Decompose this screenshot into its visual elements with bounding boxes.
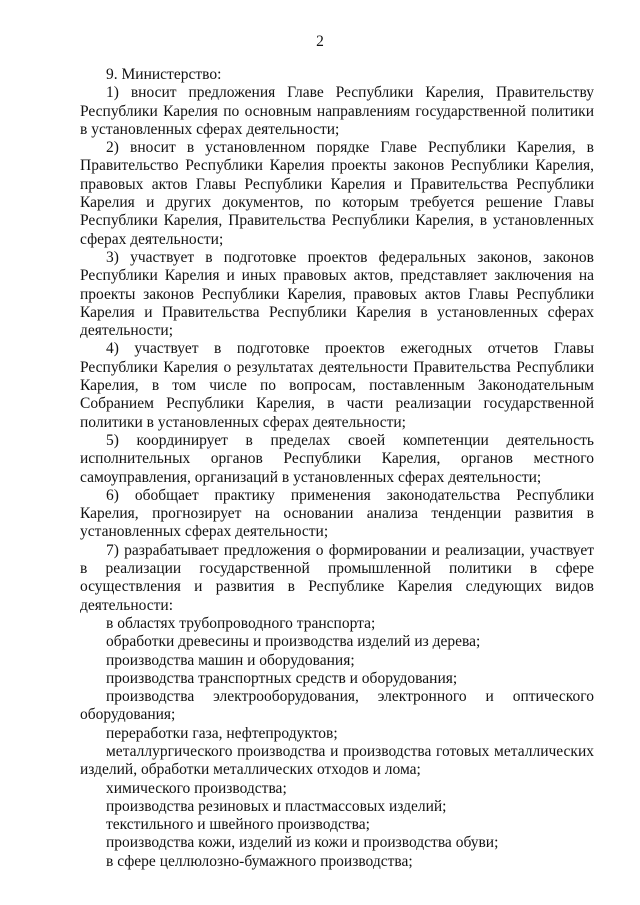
activity-item: обработки древесины и производства изделий из дерева; [106,633,481,651]
page-number: 2 [316,33,324,50]
paragraph-5: 5) координирует в пределах своей компетенции деятельность исполнительных органов Республики Карелия, органов местного самоуправления, организаций в установленных сферах деятельности; [80,431,594,486]
activity-item: производства машин и оборудования; [106,651,355,669]
activity-item: металлургического производства и производства готовых металлических изделий, обработки металлических отходов и лома; [80,742,594,779]
activity-item: в областях трубопроводного транспорта; [106,614,376,632]
paragraph-1: 1) вносит предложения Главе Республики Карелия, Правительству Республики Карелия по основным направлениям государственной политики в установленных сферах деятельности; [80,84,594,138]
activity-item: текстильного и швейного производства; [106,816,370,834]
document-body [80,66,594,871]
activity-item: производства электрооборудования, электронного и оптического оборудования; [80,688,594,724]
activity-item: производства транспортных средств и оборудования; [106,669,458,687]
paragraph-6: 6) обобщает практику применения законодательства Республики Карелия, прогнозирует на основании анализа тенденции развития в установленных сферах деятельности; [80,486,594,541]
paragraph-2: 2) вносит в установленном порядке Главе Республики Карелия, в Правительство Республики Карелия проекты законов Республики Карелия, правовых актов Главы Республики Карелия и Правительства Республики Карелия и других документов, по которым требуется решение Главы Республики Карелия, Правительства Республики Карелия, в установленных сферах деятельности; [80,139,594,248]
paragraph-7: 7) разрабатывает предложения о формировании и реализации, участвует в реализации государственной промышленной политики в сфере осуществления и развития в Республике Карелия следующих видов деятельности: [80,541,594,614]
paragraph-3: 3) участвует в подготовке проектов федеральных законов, законов Республики Карелия и иных правовых актов, представляет заключения на проекты законов Республики Карелия, правовых актов Главы Республики Карелия и Правительства Республики Карелия в установленных сферах деятельности; [80,248,594,340]
activity-item: в сфере целлюлозно-бумажного производства; [106,852,413,870]
activity-item: химического производства; [106,779,287,797]
activity-item: производства резиновых и пластмассовых изделий; [106,797,447,815]
paragraph-4: 4) участвует в подготовке проектов ежегодных отчетов Главы Республики Карелия о результатах деятельности Правительства Республики Карелия, в том числе по вопросам, поставленным Законодательным Собранием Республики Карелия, в части реализации государственной политики в установленных сферах деятельности; [80,340,594,431]
activity-item: производства кожи, изделий из кожи и производства обуви; [106,834,499,852]
section-heading: 9. Министерство: [106,66,222,83]
activity-item: переработки газа, нефтепродуктов; [106,724,338,742]
